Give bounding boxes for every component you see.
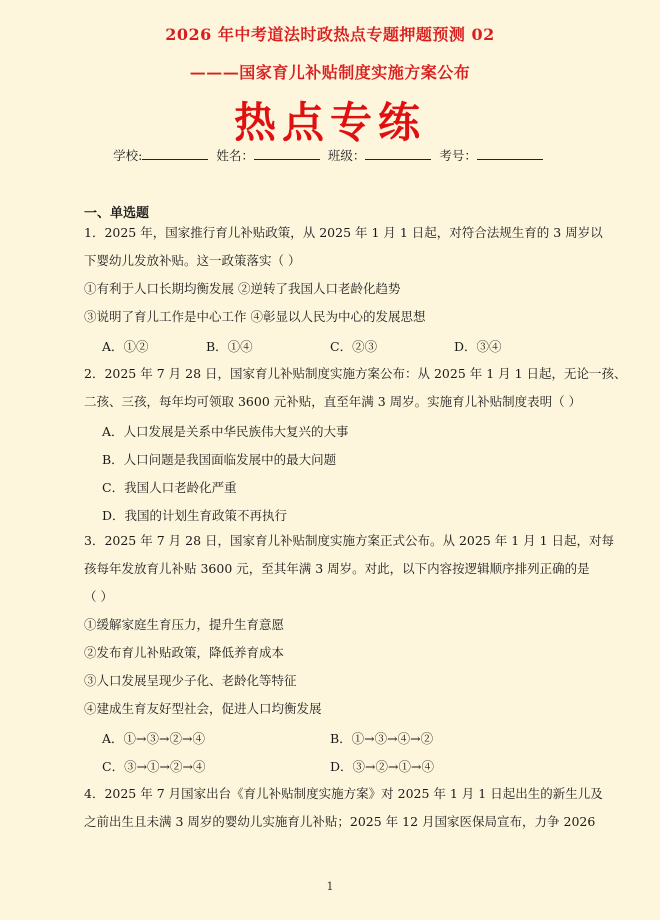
q3-statement-4: ④建成生育友好型社会，促进人口均衡发展 [84,701,322,716]
q3-option-a[interactable]: A．①→③→②→④ [102,731,205,746]
q3-statement-3: ③人口发展呈现少子化、老龄化等特征 [84,673,297,688]
q1-stem-line2: 下婴幼儿发放补贴。这一政策落实（ ） [84,253,301,268]
q1-option-a[interactable]: A．①② [102,339,149,354]
q3-statement-1: ①缓解家庭生育压力，提升生育意愿 [84,617,285,632]
school-blank[interactable] [142,147,208,160]
q1-statement-2: ③说明了育儿工作是中心工作 ④彰显以人民为中心的发展思想 [84,309,426,324]
q3-stem-line3: （ ） [84,589,113,604]
exam-title: 2026 年中考道法时政热点专题押题预测 02 [165,25,495,44]
q2-option-a[interactable]: A．人口发展是关系中华民族伟大复兴的大事 [102,424,349,439]
q1-stem-line1: 1．2025 年，国家推行育儿补贴政策，从 2025 年 1 月 1 日起，对符合法规生育的 3 周岁以 [84,225,603,240]
q4-stem-line1: 4．2025 年 7 月国家出台《育儿补贴制度实施方案》对 2025 年 1 月 1 日起出生的新生儿及 [84,786,603,801]
class-label: 班级： [327,148,366,163]
student-info-fields [0,146,660,164]
q1-statement-1: ①有利于人口长期均衡发展 ②逆转了我国人口老龄化趋势 [84,281,401,296]
page-number: 1 [326,880,334,893]
section-title: 一、单选题 [84,206,150,221]
class-blank[interactable] [365,147,431,160]
q3-option-c[interactable]: C．③→①→②→④ [102,759,206,774]
q1-option-d[interactable]: D．③④ [454,339,502,354]
name-label: 姓名： [216,148,254,163]
q4-stem-line2: 之前出生且未满 3 周岁的婴幼儿实施育儿补贴；2025 年 12 月国家医保局宣布，力争 2026 [84,814,596,829]
q2-option-b[interactable]: B．人口问题是我国面临发展中的最大问题 [102,452,337,467]
q2-stem-line2: 二孩、三孩，每年均可领取 3600 元补贴，直至年满 3 周岁。实施育儿补贴制度表明（ ） [84,394,582,409]
q2-option-d[interactable]: D．我国的计划生育政策不再执行 [102,508,288,523]
name-blank[interactable] [254,147,320,160]
main-title: 热点专练 [233,98,426,147]
q1-option-b[interactable]: B．①④ [206,339,253,354]
q3-stem-line1: 3．2025 年 7 月 28 日，国家育儿补贴制度实施方案正式公布。从 2025 年 1 月 1 日起，对每 [84,533,615,548]
exam-no-label: 考号： [439,148,477,163]
q3-option-d[interactable]: D．③→②→①→④ [330,759,434,774]
q2-stem-line1: 2．2025 年 7 月 28 日，国家育儿补贴制度实施方案公布：从 2025 年 1 月 1 日起，无论一孩、 [84,366,627,381]
q3-statement-2: ②发布育儿补贴政策，降低养育成本 [84,645,285,660]
school-label: 学校: [113,148,143,163]
q1-option-c[interactable]: C．②③ [330,339,378,354]
exam-subtitle: ———国家育儿补贴制度实施方案公布 [189,63,471,82]
exam-no-blank[interactable] [477,147,543,160]
q3-stem-line2: 孩每年发放育儿补贴 3600 元，至其年满 3 周岁。对此，以下内容按逻辑顺序排列正确的是 [84,561,590,576]
q2-option-c[interactable]: C．我国人口老龄化严重 [102,480,237,495]
q3-option-b[interactable]: B．①→③→④→② [330,731,434,746]
